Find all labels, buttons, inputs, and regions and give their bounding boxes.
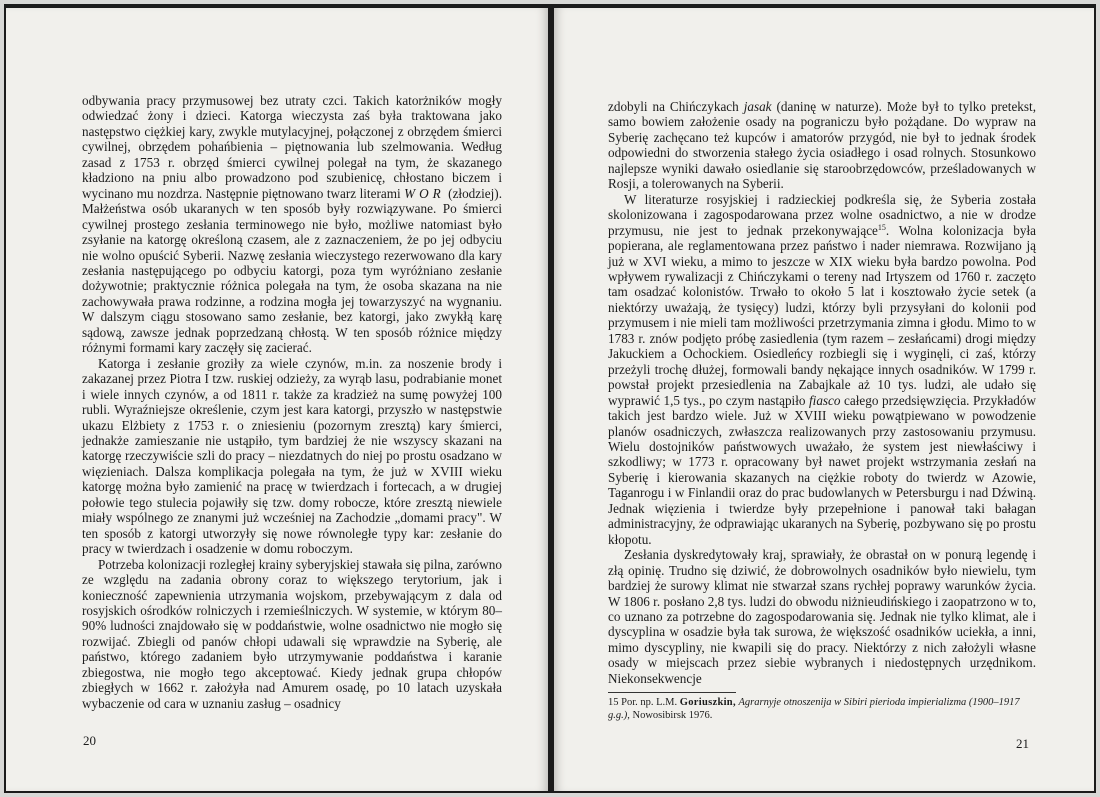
paragraph: zdobyli na Chińczykach jasak (daninę w naturze). Może był to tylko pretekst, samo bowiem założenie osady na pograniczu było pożądane. Do wypraw na Syberię zachęcano też kupców i amatorów przygód, nie był to jednak środek odpowiedni do stworzenia stałego życia osiadłego i osad rolnych. Stosunkowo najlepsze wyniki dawało osiedlanie się staroobrzędowców, prześladowanych w Rosji, a tolerowanych na Syberii.: [608, 99, 1036, 192]
left-page: [6, 8, 548, 791]
paragraph: odbywania pracy przymusowej bez utraty czci. Takich katorżników mogły odwiedzać żony i dzieci. Katorga wieczysta zaś była traktowana jako następstwo ciężkiej kary, zwykle mutylacyjnej, połączonej z obrzędem śmierci cywilnej, obrzędem pohańbienia – piętnowania lub szelmowania. Według zasad z 1753 r. obrzęd śmierci cywilnej polegał na tym, że skazanego kładziono na pniu albo prowadzono pod szubienicę, chłostano biczem i wycinano mu nozdrza. Następnie piętnowano twarz literami WOR (złodziej). Małżeństwa osób ukaranych w ten sposób były rozwiązywane. Po śmierci cywilnej prostego zesłania terminowego nie było, możliwe natomiast było zsyłanie na katorgę określoną czasem, ale z zaznaczeniem, że po jej odbyciu nie wolno opuścić Syberii. Nazwę zesłania wieczystego rezerwowano dla kary zesłania następującego po odbyciu katorgi, poza tym wyróżniano zesłanie dożywotnie; praktycznie różnica polegała na tym, że osoba skazana na nie zachowywała prawa rodzinne, a rodzina mogła jej towarzyszyć na wygnaniu. W dalszym ciągu stosowano samo zesłanie, bez katorgi, jako zwykłą karę sądową, zawsze jednak poprzedzaną chłostą. W ten sposób różnice między różnymi formami kary zaczęły się zacierać.: [82, 93, 502, 356]
branded-letters: WOR: [404, 185, 445, 201]
paragraph: Zesłania dyskredytowały kraj, sprawiały, że obrastał on w ponurą legendę i złą opinię. Trudno się dziwić, że dobrowolnych osadników było niewielu, tym bardziej że surowy klimat nie stwarzał szans rychłej poprawy warunków życia. W 1806 r. posłano 2,8 tys. ludzi do obwodu niżnieudińskiego i zaopatrzono w to, co uznano za potrzebne do zagospodarowania się. Jednak nie tylko klimat, ale i dyscyplina w osadzie była tak surowa, że większość osadników uciekła, a inni, mimo dyscypliny, nie kwapili się do pracy. Niektórzy z nich założyli własne osady w miejscach przez siebie wybranych i niedostępnych urzędnikom. Niekonsekwencje: [608, 547, 1036, 686]
page-number: 21: [1016, 736, 1029, 751]
footnote-divider: [608, 692, 736, 693]
book-spread: [4, 4, 1096, 793]
left-page-text: [82, 93, 502, 711]
page-number: 20: [83, 733, 96, 748]
right-page-text: [608, 99, 1036, 686]
paragraph: Potrzeba kolonizacji rozległej krainy syberyjskiej stawała się pilna, zarówno ze względu na zadania obrony coraz to większego terytorium, jak i konieczność zapewnienia utrzymania wojskom, przebywającym z dala od rosyjskich ośrodków rolniczych i rzemieślniczych. W systemie, w którym 80–90% ludności znajdowało się w poddaństwie, wolne osadnictwo nie mogło się rozwijać. Zbiegli od panów chłopi udawali się wprawdzie na Syberię, ale państwo, którego zadaniem było utrzymywanie poddaństwa i karanie zbiegostwa, nie mogło tego akceptować. Kiedy jednak grupa chłopów zbiegłych w 1662 r. założyła nad Amurem osadę, po 10 latach uzyskała wybaczenie od cara w uznaniu zasług – osadnicy: [82, 556, 502, 711]
footnote-ref[interactable]: 15: [877, 222, 886, 232]
paragraph: W literaturze rosyjskiej i radzieckiej podkreśla się, że Syberia została skolonizowana i zagospodarowana przez wolne osadnictwo, a nie w drodze przymusu, nie jest to jednak przekonywające$^{15}$. Wolna kolonizacja była popierana, ale reglamentowana przez państwo i nader niemrawa. Rozwijano ją już w XVI wieku, a mimo to jeszcze w XIX wieku była bardzo powolna. Pod wpływem rywalizacji z Chińczykami o tereny nad Irtyszem od 1760 r. zaczęto tam osadzać kolonistów. Trwało to około 5 lat i kosztowało życie setek (a niektórzy uważają, że tysięcy) ludzi, którzy byli przysyłani do kolonii pod przymusem i nie mieli tam możliwości przetrzymania zimna i głodu. Mimo to w 1783 r. znów podjęto próbę zasiedlenia (tym razem – zesłańcami) drogi między Jakuckiem a Ochockiem. Osiedleńcy rozbiegli się i wyginęli, ci zaś, którzy przeżyli trochę dłużej, formowali bandy nękające innych osadników. W 1799 r. powstał projekt przesiedlenia na Zabajkale aż 10 tys. ludzi, ale udało się wyprawić 1,5 tys., po czym nastąpiło fiasco całego przedsięwzięcia. Przykładów takich jest bardzo wiele. Już w XVIII wieku powątpiewano w powodzenie planów osadniczych, zwłaszcza realizowanych przy zastosowaniu przymusu. Wielu dostojników państwowych uważało, że system jest niewłaściwy i szkodliwy; w 1773 r. opracowany był nawet projekt wstrzymania zesłań na Syberię i kierowania skazanych na ciężkie roboty do twierdz w Azowie, Taganrogu i w Finlandii oraz do prac budowlanych w Petersburgu i nad Dźwiną. Jednak więzienia i twierdze były przepełnione i panował taki bałagan administracyjny, że odprawiając ukaranych na Syberię, pozbywano się po prostu kłopotu.: [608, 191, 1037, 547]
footnote: 15 Por. np. L.M. Goriuszkin, Agrarnyje otnoszenija w Sibiri pierioda impierializma (1900–1917 g.g.), Nowosibirsk 1976.: [608, 697, 1020, 721]
right-page: [554, 8, 1094, 791]
paragraph: Katorga i zesłanie groziły za wiele czynów, m.in. za noszenie brody i zakazanej przez Piotra I tzw. ruskiej odzieży, za wyrąb lasu, podrabianie monet i wiele innych czynów, a od 1811 r. także za kradzież na sumę powyżej 100 rubli. Wyraźniejsze określenie, czym jest kara katorgi, przyszło w następstwie ukazu Elżbiety z 1753 r. o zniesieniu (pozornym zresztą) kary śmierci, jednakże zamieszanie nie ustąpiło, tym bardziej że nie wszyscy skazani na katorgę rzeczywiście szli do pracy – niezdatnych do niej po prostu osadzano w więzieniach. Dalsza komplikacja polegała na tym, że już w XVIII wieku katorgę można było zamienić na pracę w twierdzach i fortecach, a w drugiej połowie tego stulecia pojawiły się tzw. domy robocze, które zresztą niewiele miały wspólnego ze znanymi już wcześniej na Zachodzie „domami pracy". W ten sposób z katorgi utworzyły się nowe równoległe typy kar: zesłanie do pracy w twierdzach i osadzenie w domu roboczym.: [82, 355, 502, 557]
